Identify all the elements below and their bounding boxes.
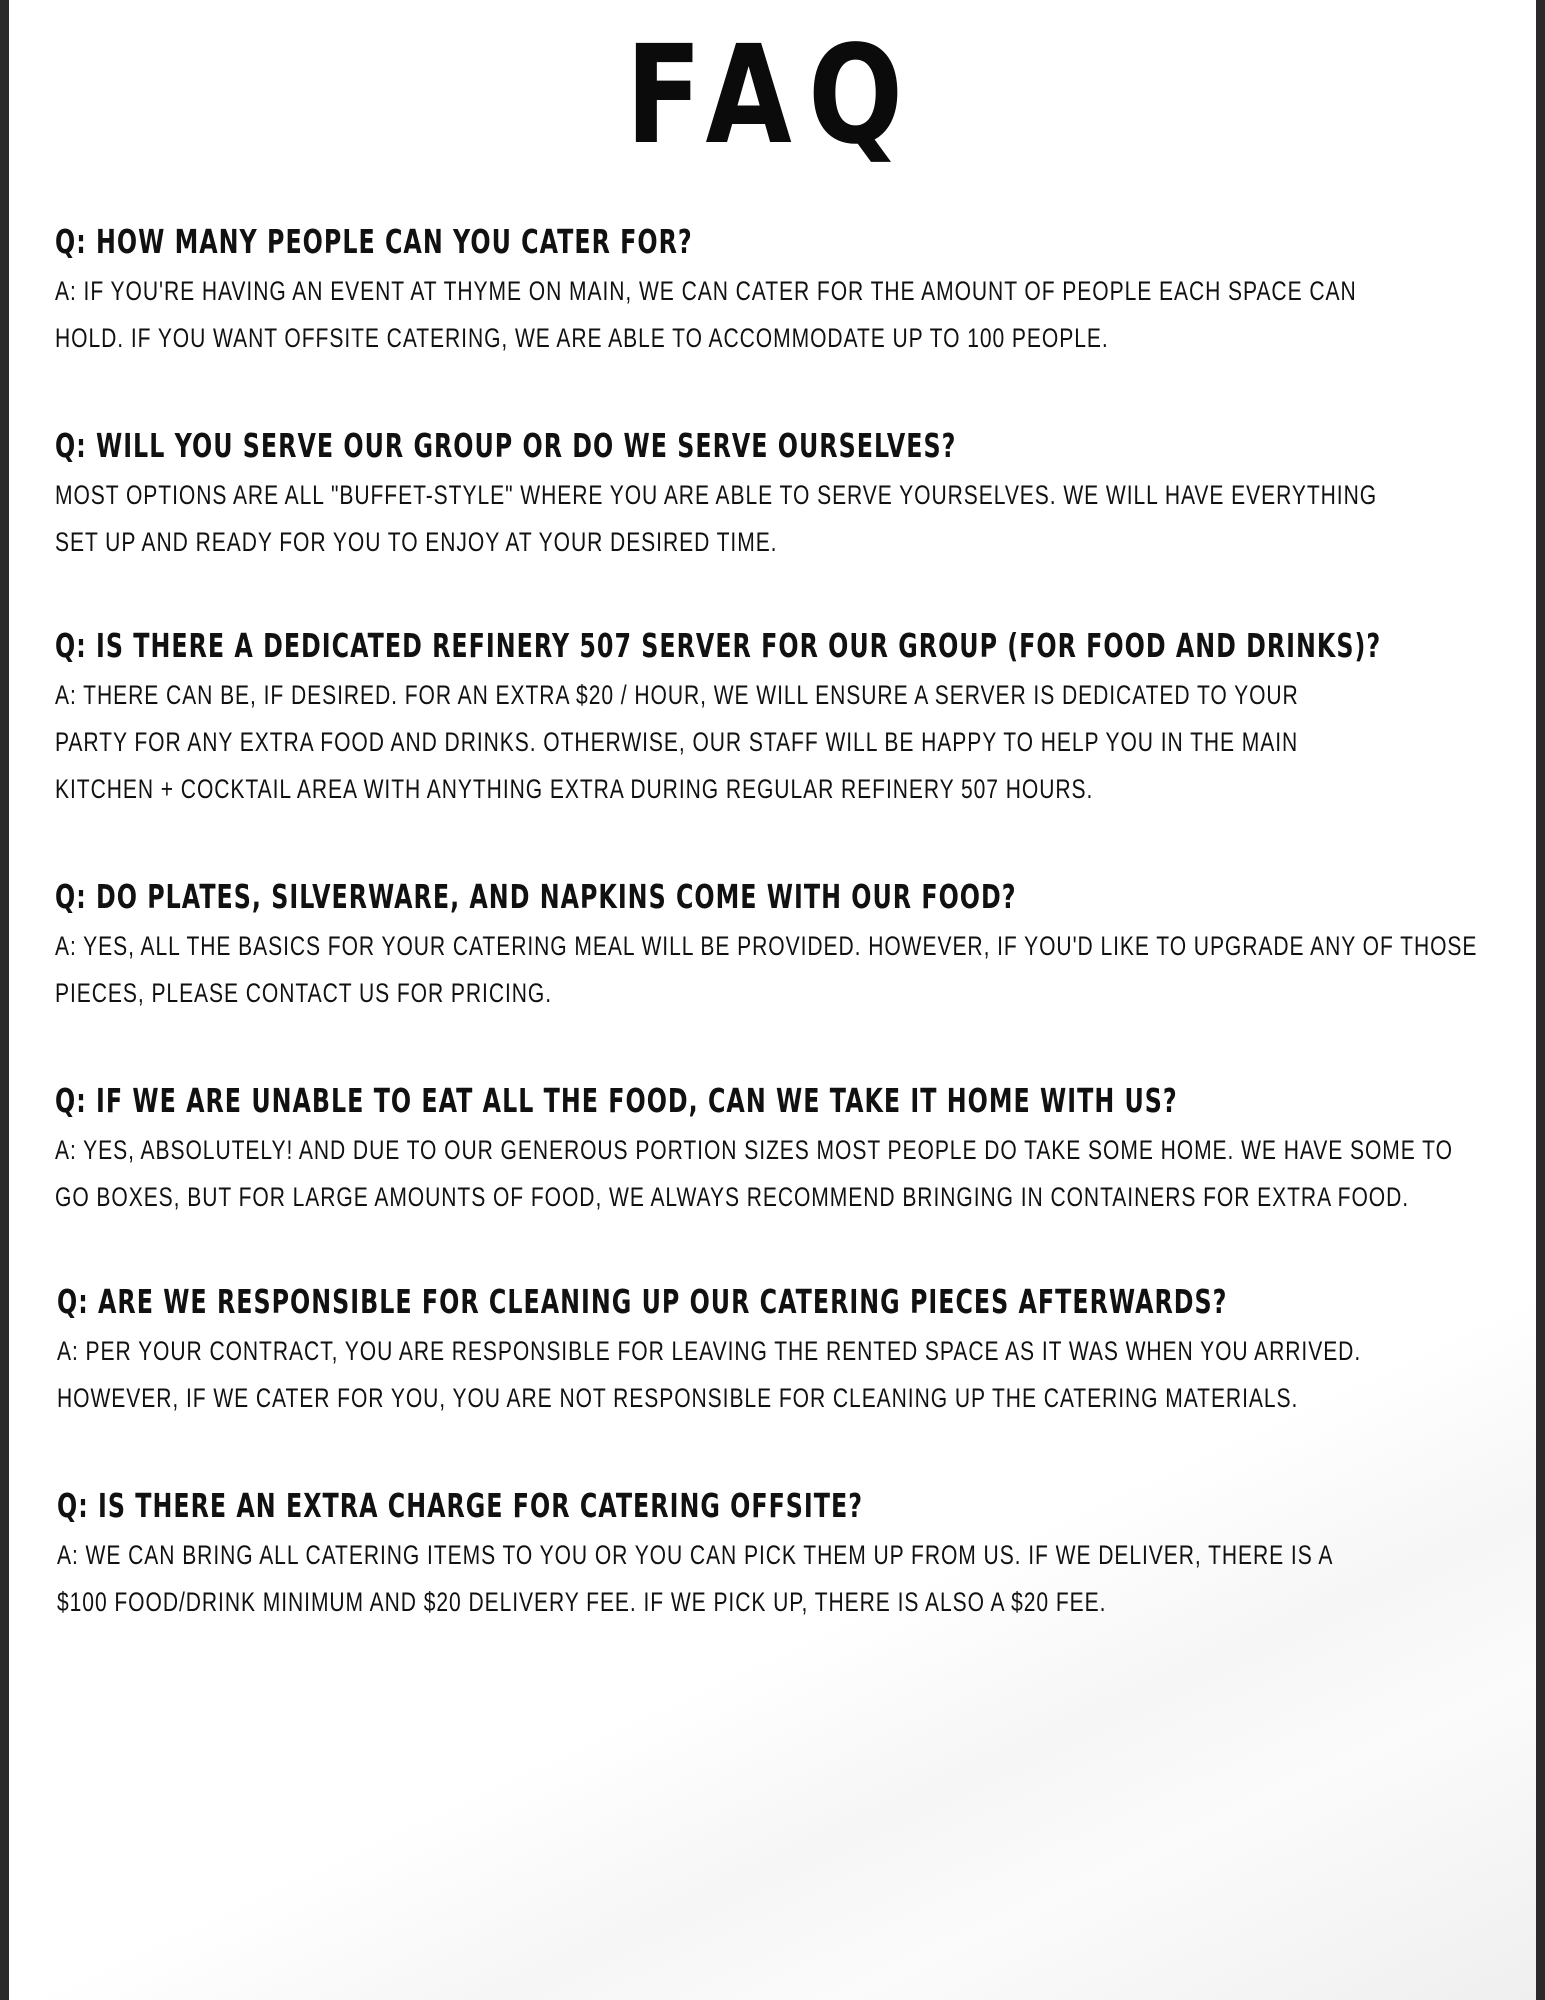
faq-answer-line: PIECES, PLEASE CONTACT US FOR PRICING. — [55, 978, 553, 1008]
faq-item — [57, 1282, 1497, 1422]
faq-answer-line: A: PER YOUR CONTRACT, YOU ARE RESPONSIBLE FOR LEAVING THE RENTED SPACE AS IT WAS WHEN YOU ARRIVED. — [57, 1336, 1362, 1366]
faq-answer — [57, 1328, 1500, 1422]
faq-answer-line: GO BOXES, BUT FOR LARGE AMOUNTS OF FOOD, WE ALWAYS RECOMMEND BRINGING IN CONTAINERS FOR EXTRA FOOD. — [55, 1182, 1410, 1212]
faq-page — [9, 0, 1536, 2000]
faq-answer — [55, 1127, 1498, 1221]
faq-answer — [57, 1532, 1500, 1626]
faq-answer-line: $100 FOOD/DRINK MINIMUM AND $20 DELIVERY FEE. IF WE PICK UP, THERE IS ALSO A $20 FEE. — [57, 1587, 1107, 1617]
faq-item — [55, 426, 1495, 566]
faq-question: Q: IS THERE A DEDICATED REFINERY 507 SERVER FOR OUR GROUP (FOR FOOD AND DRINKS)? — [55, 626, 1382, 665]
faq-question: Q: IF WE ARE UNABLE TO EAT ALL THE FOOD, CAN WE TAKE IT HOME WITH US? — [55, 1081, 1178, 1120]
faq-answer — [55, 672, 1498, 813]
faq-answer-line: SET UP AND READY FOR YOU TO ENJOY AT YOUR DESIRED TIME. — [55, 527, 778, 557]
faq-question: Q: ARE WE RESPONSIBLE FOR CLEANING UP OUR CATERING PIECES AFTERWARDS? — [57, 1282, 1228, 1321]
faq-answer — [55, 923, 1498, 1017]
faq-item — [55, 877, 1495, 1017]
faq-item — [55, 626, 1495, 813]
faq-item — [55, 1081, 1495, 1221]
faq-item — [55, 222, 1495, 362]
faq-question: Q: DO PLATES, SILVERWARE, AND NAPKINS COME WITH OUR FOOD? — [55, 877, 1017, 916]
faq-answer-line: A: IF YOU'RE HAVING AN EVENT AT THYME ON MAIN, WE CAN CATER FOR THE AMOUNT OF PEOPLE EACH SPACE CAN — [55, 276, 1357, 306]
page-title: FAQ — [625, 17, 920, 175]
faq-item — [57, 1486, 1497, 1626]
faq-question: Q: IS THERE AN EXTRA CHARGE FOR CATERING OFFSITE? — [57, 1486, 864, 1525]
faq-answer-line: PARTY FOR ANY EXTRA FOOD AND DRINKS. OTHERWISE, OUR STAFF WILL BE HAPPY TO HELP YOU IN THE MAIN — [55, 727, 1299, 757]
faq-answer-line: MOST OPTIONS ARE ALL "BUFFET-STYLE" WHERE YOU ARE ABLE TO SERVE YOURSELVES. WE WILL HAVE EVERYTHING — [55, 480, 1378, 510]
faq-question: Q: WILL YOU SERVE OUR GROUP OR DO WE SERVE OURSELVES? — [55, 426, 957, 465]
faq-answer — [55, 268, 1498, 362]
faq-answer-line: KITCHEN + COCKTAIL AREA WITH ANYTHING EXTRA DURING REGULAR REFINERY 507 HOURS. — [55, 774, 1094, 804]
faq-question: Q: HOW MANY PEOPLE CAN YOU CATER FOR? — [55, 222, 693, 261]
faq-answer-line: HOWEVER, IF WE CATER FOR YOU, YOU ARE NOT RESPONSIBLE FOR CLEANING UP THE CATERING MATERIALS. — [57, 1383, 1299, 1413]
faq-answer-line: A: WE CAN BRING ALL CATERING ITEMS TO YOU OR YOU CAN PICK THEM UP FROM US. IF WE DELIVER, THERE IS A — [57, 1540, 1334, 1570]
faq-answer-line: HOLD. IF YOU WANT OFFSITE CATERING, WE ARE ABLE TO ACCOMMODATE UP TO 100 PEOPLE. — [55, 323, 1109, 353]
faq-answer-line: A: YES, ALL THE BASICS FOR YOUR CATERING MEAL WILL BE PROVIDED. HOWEVER, IF YOU'D LIKE TO UPGRADE ANY OF THOSE — [55, 931, 1478, 961]
faq-answer-line: A: YES, ABSOLUTELY! AND DUE TO OUR GENEROUS PORTION SIZES MOST PEOPLE DO TAKE SOME HOME. WE HAVE SOME TO — [55, 1135, 1453, 1165]
faq-answer-line: A: THERE CAN BE, IF DESIRED. FOR AN EXTRA $20 / HOUR, WE WILL ENSURE A SERVER IS DEDICATED TO YOUR — [55, 680, 1299, 710]
faq-answer — [55, 472, 1498, 566]
